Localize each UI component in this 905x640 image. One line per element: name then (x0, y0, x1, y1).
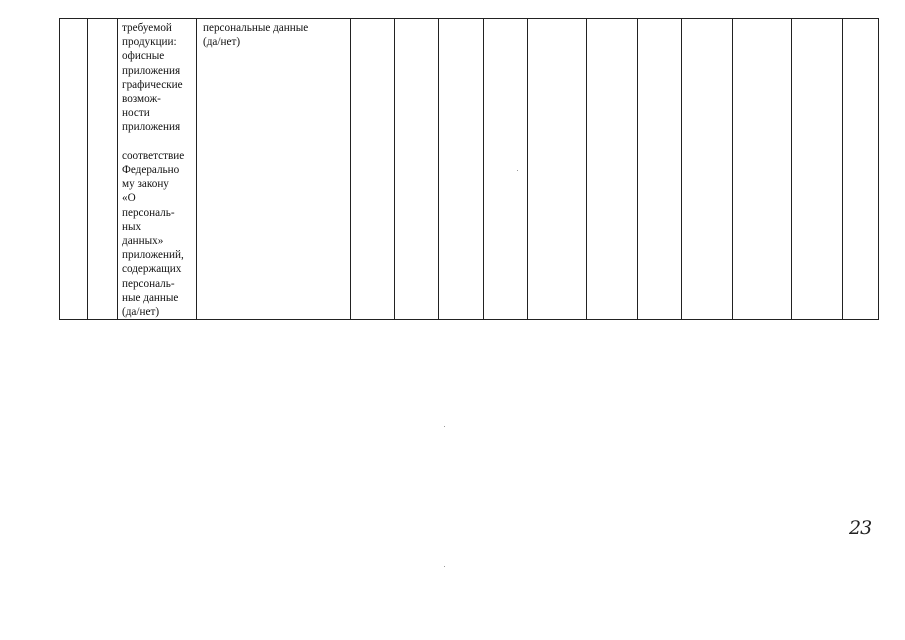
column-divider (350, 19, 351, 319)
cell-line: персональные данные (203, 22, 309, 34)
cell-line: ности (122, 107, 150, 120)
document-table (59, 18, 879, 320)
cell-line: му закону (122, 178, 169, 191)
cell-line: «О (122, 192, 136, 205)
column-divider (791, 19, 792, 319)
scan-speck (444, 426, 445, 427)
cell-line: персональ- (122, 277, 175, 290)
cell-line: (да/нет) (203, 36, 241, 49)
column-divider (637, 19, 638, 319)
cell-line: Федерально (122, 164, 180, 177)
cell-line: (да/нет) (122, 306, 160, 319)
column-divider (586, 19, 587, 319)
cell-line: соответствие (122, 149, 185, 162)
scan-speck (444, 566, 445, 567)
cell-line: графические (122, 78, 183, 91)
cell-line: требуемой (122, 22, 172, 34)
cell-line: продукции: (122, 36, 177, 49)
page-number: 23 (849, 517, 872, 539)
indicator-cell (203, 21, 353, 49)
column-divider (732, 19, 733, 319)
cell-line: приложения (122, 121, 181, 134)
column-divider (483, 19, 484, 319)
cell-line: возмож- (122, 93, 161, 106)
cell-line-spacer (122, 135, 198, 149)
cell-line: персональ- (122, 206, 175, 219)
column-divider (438, 19, 439, 319)
cell-line: приложения (122, 64, 181, 77)
cell-line: офисные (122, 50, 165, 63)
column-divider (842, 19, 843, 319)
cell-line: приложений, (122, 249, 184, 262)
cell-line: содержащих (122, 263, 182, 276)
cell-line: ные данные (122, 291, 179, 304)
column-divider (394, 19, 395, 319)
criteria-cell (122, 21, 198, 319)
column-divider (681, 19, 682, 319)
column-divider (87, 19, 88, 319)
column-divider (527, 19, 528, 319)
scan-speck (517, 170, 518, 171)
cell-line: ных (122, 220, 142, 233)
column-divider (117, 19, 118, 319)
cell-line: данных» (122, 235, 164, 248)
